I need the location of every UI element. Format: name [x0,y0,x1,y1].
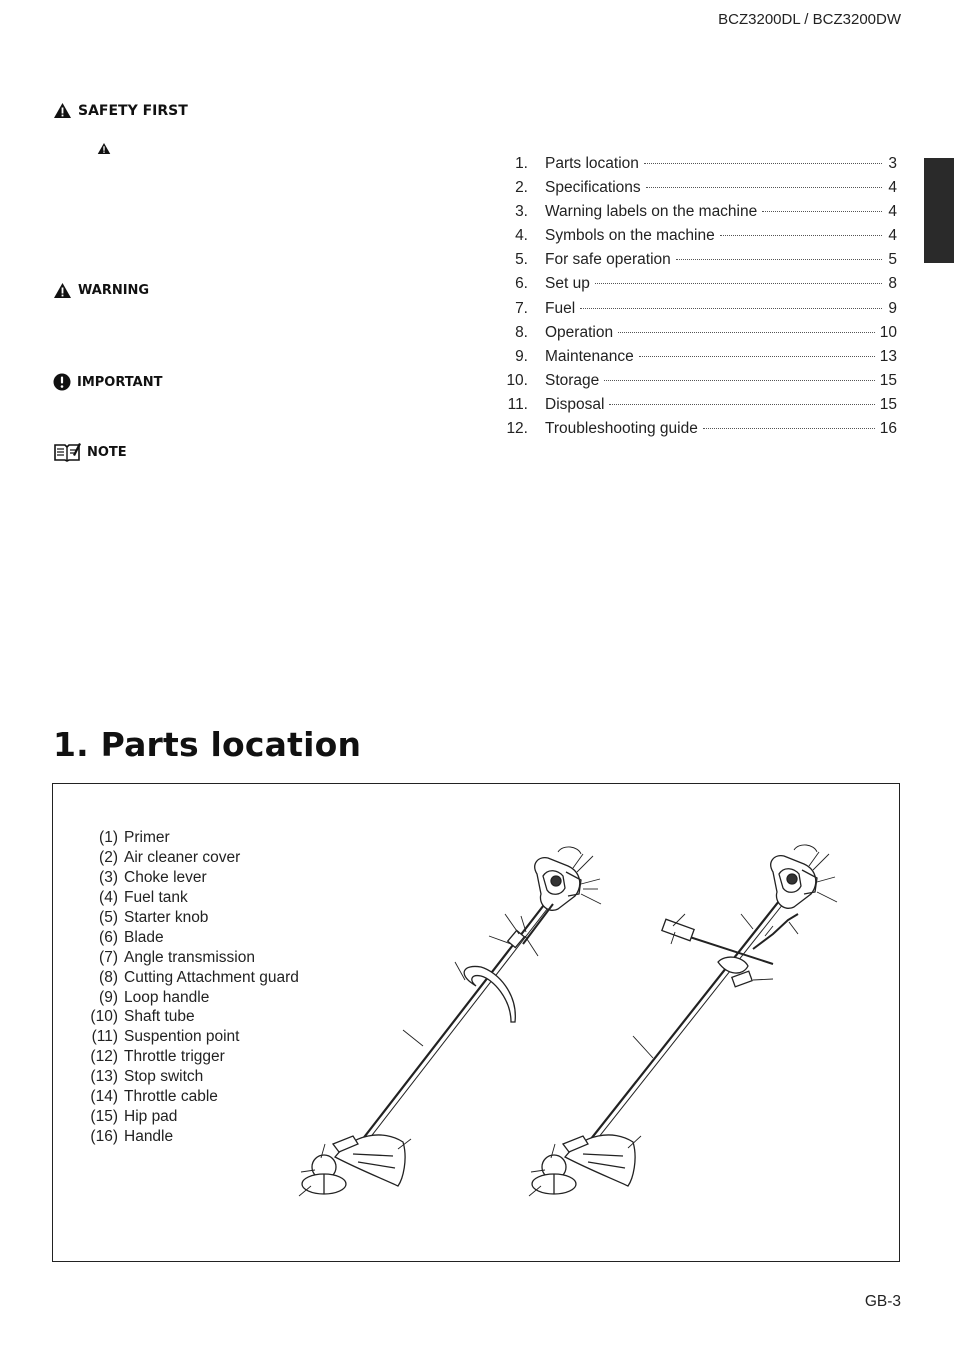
toc-page: 3 [888,155,897,172]
toc-leader [762,211,882,212]
toc-title: Maintenance [545,347,634,365]
toc-title: Storage [545,371,600,389]
toc-title: For safe operation [545,251,671,269]
toc-leader [609,404,874,405]
toc-leader [720,235,882,236]
toc-title: Parts location [545,155,639,172]
part-name: Throttle trigger [124,1048,225,1066]
note-book-icon [53,442,81,462]
note-text: NOTE [87,444,127,460]
part-name: Hip pad [124,1108,178,1126]
toc-title: Set up [545,275,590,293]
toc-number: 11. [507,395,528,413]
toc-leader [595,283,882,284]
toc-page: 5 [888,251,897,269]
toc-entry[interactable] [503,155,897,179]
part-name: Angle transmission [124,948,255,966]
toc-page: 16 [879,420,897,438]
toc-entry[interactable] [503,348,897,372]
toc-number: 8. [515,323,528,341]
toc-number: 9. [515,347,528,365]
toc-number: 1. [515,155,528,172]
part-number: (6) [99,928,118,946]
warning-text: WARNING [78,283,150,298]
toc-entry[interactable] [503,227,897,251]
part-number: (8) [99,968,118,986]
toc-page: 4 [888,227,897,245]
toc-title: Warning labels on the machine [545,203,758,221]
part-name: Handle [124,1128,174,1146]
part-name: Cutting Attachment guard [124,968,299,986]
toc-number: 5. [515,251,528,269]
part-name: Throttle cable [124,1088,218,1106]
toc-page: 13 [879,347,897,365]
brush-cutter-loop-handle-illustration [299,847,601,1196]
section-tab-marker [924,158,954,263]
part-name: Stop switch [124,1068,204,1086]
toc-number: 7. [515,299,528,317]
toc-title: Operation [545,323,614,341]
part-number: (13) [90,1068,118,1086]
toc-leader [604,380,874,381]
part-number: (1) [99,829,118,846]
toc-title: Troubleshooting guide [545,420,698,438]
warning-triangle-icon [97,142,111,160]
toc-entry[interactable] [503,420,897,444]
parts-diagram-box [52,783,900,1262]
brush-cutter-diagrams [53,784,899,1261]
toc-page: 15 [879,395,897,413]
warning-triangle-icon [53,102,72,119]
model-number: BCZ3200DL / BCZ3200DW [718,11,901,28]
part-number: (14) [90,1088,118,1106]
toc-leader [646,187,882,188]
toc-entry[interactable] [503,300,897,324]
page-number: GB-3 [864,1293,901,1310]
warning-label [53,282,149,299]
part-name: Fuel tank [124,888,188,906]
toc-leader [639,356,875,357]
part-name: Loop handle [124,988,210,1006]
toc-entry[interactable] [503,275,897,299]
section-heading: 1. Parts location [53,725,362,764]
toc-page: 10 [879,323,897,341]
safety-first-label [53,102,188,119]
toc-number: 12. [506,420,528,438]
toc-page: 4 [888,179,897,197]
toc-leader [703,428,875,429]
table-of-contents [503,155,897,444]
toc-entry[interactable] [503,203,897,227]
safety-first-text: SAFETY FIRST [78,102,188,119]
toc-entry[interactable] [503,179,897,203]
toc-entry[interactable] [503,251,897,275]
part-name: Primer [124,829,170,846]
toc-number: 2. [515,179,528,197]
part-number: (12) [90,1048,118,1066]
toc-leader [644,163,882,164]
part-number: (9) [99,988,118,1006]
part-name: Suspention point [124,1028,240,1046]
toc-number: 3. [515,203,528,221]
part-name: Shaft tube [124,1008,195,1026]
toc-page: 9 [888,299,897,317]
warning-triangle-icon [53,282,72,299]
part-number: (15) [90,1108,118,1126]
part-number: (11) [91,1028,118,1046]
toc-number: 4. [515,227,528,245]
brush-cutter-bike-handle-illustration [529,845,837,1196]
toc-number: 6. [515,275,528,293]
important-label [53,373,162,391]
toc-page: 4 [888,203,897,221]
part-number: (10) [90,1008,118,1026]
toc-page: 8 [888,275,897,293]
toc-number: 10. [506,371,528,389]
toc-leader [676,259,882,260]
important-text: IMPORTANT [77,374,163,390]
part-number: (5) [99,908,118,926]
note-label [53,442,127,462]
toc-title: Fuel [545,299,576,317]
toc-leader [618,332,875,333]
toc-entry[interactable] [503,396,897,420]
part-name: Starter knob [124,908,209,926]
part-number: (2) [99,848,118,866]
part-name: Blade [124,928,164,946]
toc-title: Disposal [545,395,605,413]
part-name: Choke lever [124,868,207,886]
part-number: (16) [90,1128,118,1146]
toc-entry[interactable] [503,372,897,396]
toc-leader [580,308,882,309]
part-number: (3) [99,868,118,886]
toc-title: Specifications [545,179,641,197]
part-number: (4) [99,888,118,906]
toc-entry[interactable] [503,324,897,348]
part-name: Air cleaner cover [124,848,241,866]
part-number: (7) [99,948,118,966]
toc-page: 15 [879,371,897,389]
toc-title: Symbols on the machine [545,227,715,245]
exclamation-circle-icon [53,373,71,391]
